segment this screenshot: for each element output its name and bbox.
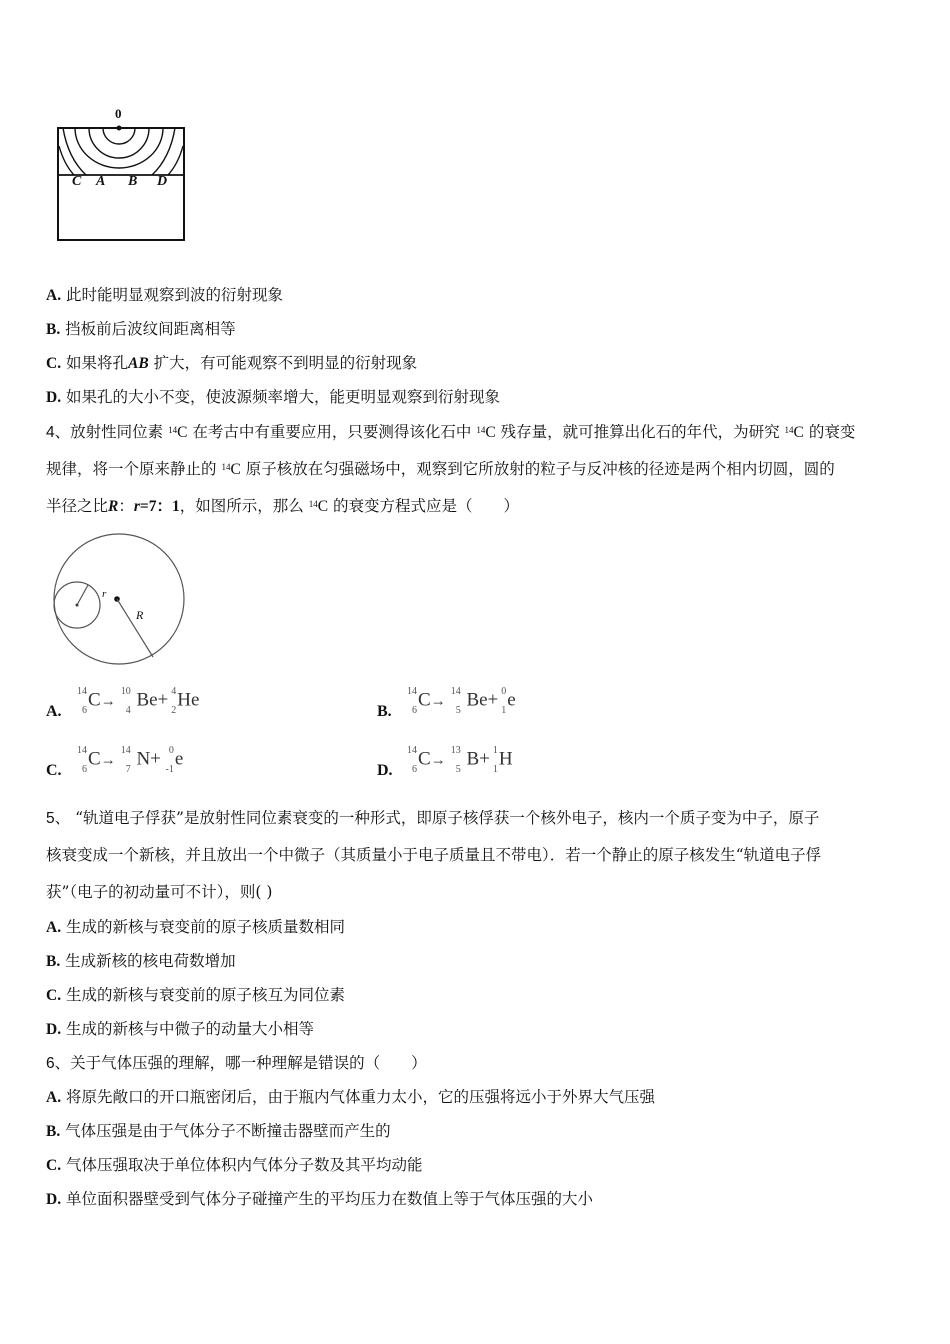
option-text: 气体压强取决于单位体积内气体分子数及其平均动能 bbox=[66, 1156, 423, 1174]
arrow-icon: → bbox=[100, 693, 116, 710]
q4-stem-line-3 bbox=[46, 496, 519, 517]
option-text: 如果孔的大小不变，使波源频率增大，能更明显观察到衍射现象 bbox=[66, 388, 501, 406]
option-text: 气体压强是由于气体分子不断撞击器壁而产生的 bbox=[65, 1122, 391, 1140]
stem-text: 半径之比 bbox=[46, 497, 109, 515]
stem-text: 在考古中有重要应用，只要测得该化石中 bbox=[192, 423, 472, 441]
element-symbol: C bbox=[177, 424, 188, 441]
mass-number: 14 bbox=[784, 425, 794, 435]
option-label: B. bbox=[46, 321, 61, 338]
q5-stem-line-3 bbox=[46, 882, 272, 902]
option-italic-ab: AB bbox=[128, 355, 149, 372]
point-label-d: D bbox=[157, 174, 168, 189]
option-text: 将原先敞口的开口瓶密闭后，由于瓶内气体重力太小，它的压强将远小于外界大气压强 bbox=[66, 1088, 656, 1106]
option-label: D. bbox=[46, 389, 62, 406]
stem-text: 核衰变成一个新核，并且放出一个中微子（其质量小于电子质量且不带电）．若一个静止的原子核发生“轨道电子俘 bbox=[46, 846, 822, 864]
stem-text: 的衰变方程式应是（ ） bbox=[333, 497, 520, 515]
stem-text: 的衰变 bbox=[808, 423, 856, 441]
figure-wave-slit bbox=[52, 106, 192, 246]
question-number: 6、 bbox=[46, 1055, 71, 1072]
q6-option-d bbox=[46, 1189, 593, 1210]
decay-equation: 14 6 C→ 10 4 Be+ 4 2 He bbox=[77, 686, 200, 716]
element-symbol: C bbox=[485, 424, 496, 441]
decay-equation: 14 6 C→ 13 5 B+ 1 1 H bbox=[407, 745, 513, 775]
point-label-a: A bbox=[96, 174, 106, 189]
option-label: D. bbox=[377, 762, 393, 779]
stem-text: 关于气体压强的理解，哪一种理解是错误的（ ） bbox=[70, 1054, 427, 1072]
element-symbol: C bbox=[230, 461, 241, 478]
mass-number: 14 bbox=[221, 462, 231, 472]
decay-equation: 14 6 C→ 14 7 N+ 0 -1 e bbox=[77, 745, 184, 775]
stem-text: 放射性同位素 bbox=[70, 423, 164, 441]
q6-option-b bbox=[46, 1121, 391, 1142]
option-text: 生成的新核与中微子的动量大小相等 bbox=[66, 1020, 315, 1038]
decay-equation: 14 6 C→ 14 5 Be+ 0 1 e bbox=[407, 686, 516, 716]
option-label: D. bbox=[46, 1191, 62, 1208]
q5-stem-line-2 bbox=[46, 845, 821, 865]
option-label: A. bbox=[46, 919, 62, 936]
tangent-circles-diagram bbox=[50, 532, 190, 667]
radius-big-symbol: R bbox=[108, 498, 119, 515]
option-label: A. bbox=[46, 1089, 62, 1106]
q3-option-d bbox=[46, 387, 500, 408]
stem-text: ： bbox=[118, 497, 134, 515]
q6-stem bbox=[46, 1053, 427, 1074]
point-label-c: C bbox=[72, 174, 82, 189]
option-label: A. bbox=[46, 287, 62, 304]
option-label: B. bbox=[46, 1123, 61, 1140]
option-label: D. bbox=[46, 1021, 62, 1038]
option-text: 如果将孔 bbox=[66, 354, 129, 372]
mass-number: 14 bbox=[168, 425, 178, 435]
stem-text: 残存量，就可推算出化石的年代，为研究 bbox=[500, 423, 780, 441]
option-label: C. bbox=[46, 1157, 62, 1174]
option-text: 挡板前后波纹间距离相等 bbox=[65, 320, 236, 338]
stem-text: 原子核放在匀强磁场中，观察到它所放射的粒子与反冲核的径迹是两个相内切圆，圆的 bbox=[245, 460, 835, 478]
wave-source-label: 0 bbox=[115, 106, 122, 121]
arrow-icon: → bbox=[430, 693, 446, 710]
q3-option-b bbox=[46, 319, 236, 340]
option-label: A. bbox=[46, 703, 62, 720]
q4-stem-line-1 bbox=[46, 422, 855, 443]
question-number: 4、 bbox=[46, 424, 71, 441]
option-text: 生成的新核与衰变前的原子核互为同位素 bbox=[66, 986, 346, 1004]
stem-text: “轨道电子俘获”是放射性同位素衰变的一种形式，即原子核俘获一个核外电子，核内一个质子变为中子，原子 bbox=[75, 809, 820, 827]
mass-number: 14 bbox=[308, 499, 318, 509]
question-number: 5、 bbox=[46, 810, 71, 827]
large-radius-label: R bbox=[136, 608, 144, 622]
q4-stem-line-2 bbox=[46, 459, 835, 480]
option-label: B. bbox=[46, 953, 61, 970]
q5-stem-line-1 bbox=[46, 808, 819, 829]
element-symbol: C bbox=[317, 498, 329, 515]
figure-tangent-circles bbox=[50, 532, 190, 667]
q6-option-a bbox=[46, 1087, 655, 1108]
option-label: C. bbox=[46, 987, 62, 1004]
option-text: 生成的新核与衰变前的原子核质量数相同 bbox=[66, 918, 346, 936]
q3-option-a bbox=[46, 285, 283, 306]
option-label: B. bbox=[377, 703, 392, 720]
stem-text: ，如图所示，那么 bbox=[179, 497, 304, 515]
q3-option-c bbox=[46, 353, 417, 374]
option-text: 单位面积器壁受到气体分子碰撞产生的平均压力在数值上等于气体压强的大小 bbox=[66, 1190, 594, 1208]
stem-text: 规律，将一个原来静止的 bbox=[46, 460, 217, 478]
mass-number: 14 bbox=[476, 425, 486, 435]
q5-option-b bbox=[46, 951, 236, 972]
option-label: C. bbox=[46, 762, 62, 779]
option-text: 扩大，有可能观察不到明显的衍射现象 bbox=[153, 354, 418, 372]
option-label: C. bbox=[46, 355, 62, 372]
arrow-icon: → bbox=[430, 752, 446, 769]
option-text: 此时能明显观察到波的衍射现象 bbox=[66, 286, 284, 304]
small-radius-label: r bbox=[102, 588, 107, 600]
option-text: 生成新核的核电荷数增加 bbox=[65, 952, 236, 970]
element-symbol: C bbox=[793, 424, 804, 441]
q5-option-a bbox=[46, 917, 345, 938]
q5-option-c bbox=[46, 985, 345, 1006]
stem-text: 获”（电子的初动量可不计），则( ) bbox=[46, 883, 273, 901]
point-label-b: B bbox=[128, 174, 138, 189]
q5-option-d bbox=[46, 1019, 314, 1040]
radius-small-symbol: r bbox=[133, 498, 140, 515]
arrow-icon: → bbox=[100, 752, 116, 769]
ratio-value: =7：1 bbox=[139, 498, 180, 515]
q6-option-c bbox=[46, 1155, 423, 1176]
